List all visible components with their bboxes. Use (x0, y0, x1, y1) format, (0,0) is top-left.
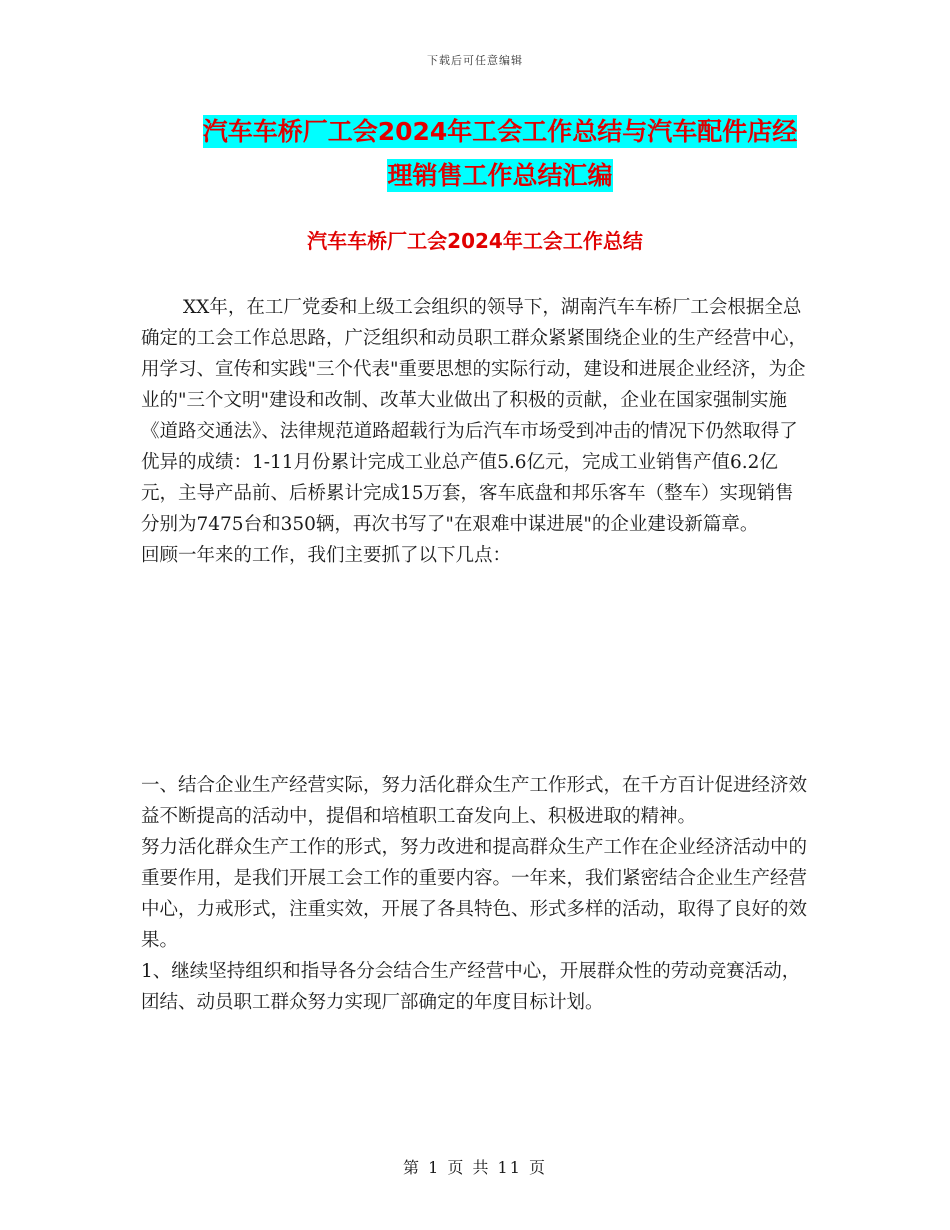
page-footer: 第 1 页 共 11 页 (403, 1158, 547, 1177)
body-block-2 (141, 770, 811, 1018)
section-title: 汽车车桥厂工会2024年工会工作总结 (307, 229, 643, 253)
title-line-2: 理销售工作总结汇编 (387, 161, 613, 190)
paragraph-intro: XX年，在工厂党委和上级工会组织的领导下，湖南汽车车桥厂工会根据全总确定的工会工作总思路，广泛组织和动员职工群众紧紧围绕企业的生产经营中心，用学习、宣传和实践"三个代表"重要思想的实际行动，建设和进展企业经济，为企业的"三个文明"建设和改制、改革大业做出了积极的贡献，企业在国家强制实施《道路交通法》、法律规范道路超载行为后汽车市场受到冲击的情况下仍然取得了优异的成绩：1-11月份累计完成工业总产值5.6亿元，完成工业销售产值6.2亿元，主导产品前、后桥累计完成15万套，客车底盘和邦乐客车（整车）实现销售分别为7475台和350辆，再次书写了"在艰难中谋进展"的企业建设新篇章。 (141, 297, 808, 535)
paragraph-item-one: 1、继续坚持组织和指导各分会结合生产经营中心，开展群众性的劳动竞赛活动，团结、动员职工群众努力实现厂部确定的年度目标计划。 (141, 961, 801, 1013)
paragraph-detail: 努力活化群众生产工作的形式，努力改进和提高群众生产工作在企业经济活动中的重要作用，是我们开展工会工作的重要内容。一年来，我们紧密结合企业生产经营中心，力戒形式，注重实效，开展了各具特色、形式多样的活动，取得了良好的效果。 (141, 837, 808, 951)
document-title (150, 110, 850, 198)
header-note: 下载后可任意编辑 (427, 54, 523, 67)
paragraph-review: 回顾一年来的工作，我们主要抓了以下几点： (141, 545, 512, 566)
body-block-1 (141, 292, 811, 571)
title-line-1: 汽车车桥厂工会2024年工会工作总结与汽车配件店经 (202, 117, 798, 146)
paragraph-heading-one: 一、结合企业生产经营实际，努力活化群众生产工作形式，在千方百计促进经济效益不断提高的活动中，提倡和培植职工奋发向上、积极进取的精神。 (141, 775, 808, 827)
